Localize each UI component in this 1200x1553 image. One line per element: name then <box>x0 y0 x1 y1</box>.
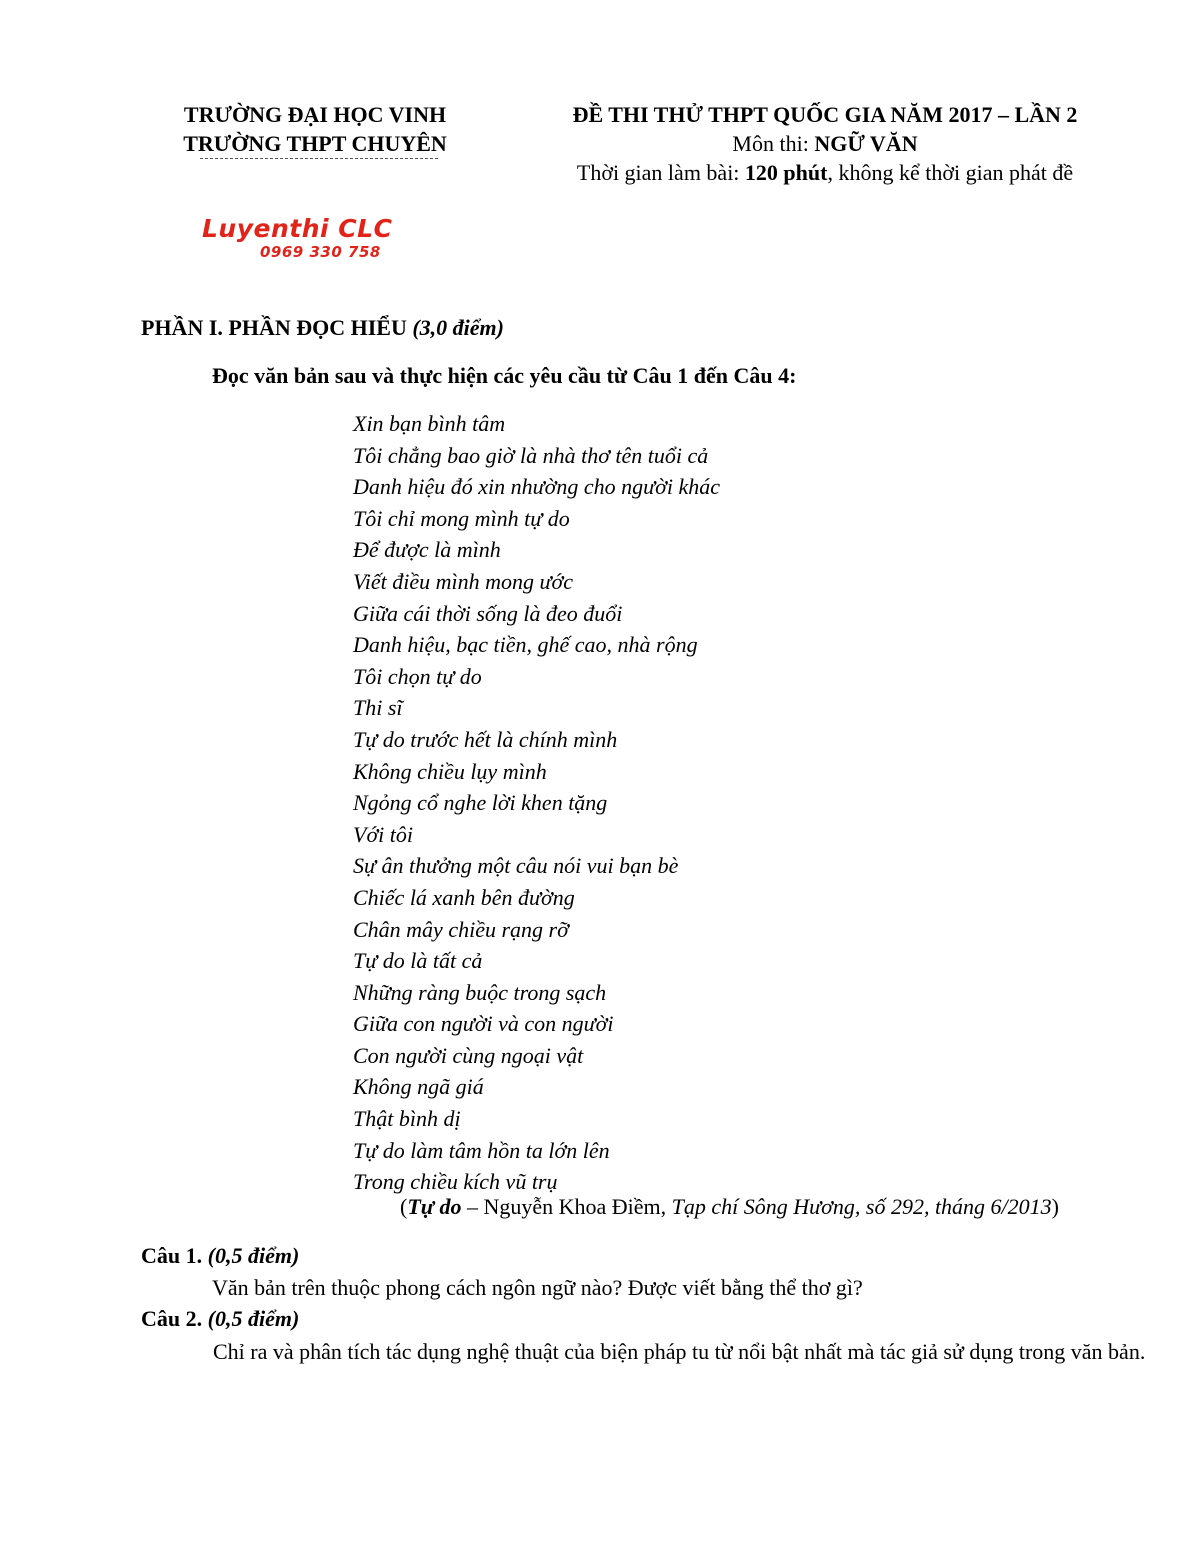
poem-line: Những ràng buộc trong sạch <box>353 979 607 1005</box>
poem-line: Để được là mình <box>353 537 501 563</box>
poem <box>353 408 720 1198</box>
poem-line: Danh hiệu đó xin nhường cho người khác <box>353 474 721 500</box>
poem-line: Tôi chẳng bao giờ là nhà thơ tên tuổi cả <box>353 442 709 468</box>
brand-logo-phone: 0969 330 758 <box>260 243 381 261</box>
poem-line: Tôi chọn tự do <box>353 663 482 689</box>
brand-logo-text: Luyenthi CLC <box>202 214 393 243</box>
brand-logo <box>202 214 424 260</box>
citation-close: ) <box>1051 1194 1059 1219</box>
question-1-heading <box>141 1241 299 1270</box>
question-1-body: Văn bản trên thuộc phong cách ngôn ngữ nào? Được viết bằng thể thơ gì? <box>212 1275 863 1300</box>
question-points: (0,5 điểm) <box>207 1243 300 1268</box>
exam-time <box>510 158 1140 187</box>
exam-time-note: , không kể thời gian phát đề <box>827 160 1074 185</box>
poem-line: Với tôi <box>353 821 414 847</box>
question-label: Câu 2. <box>141 1306 208 1331</box>
poem-line: Tự do là tất cả <box>353 948 483 974</box>
poem-line: Tự do làm tâm hồn ta lớn lên <box>353 1137 610 1163</box>
poem-line: Không ngã giá <box>353 1074 484 1100</box>
exam-header <box>510 100 1140 187</box>
question-2-body <box>141 1336 1165 1368</box>
exam-time-label: Thời gian làm bài: <box>576 160 745 185</box>
poem-line: Giữa cái thời sống là đeo đuổi <box>353 600 623 626</box>
poem-line: Không chiều lụy mình <box>353 758 547 784</box>
part1-title: PHẦN I. PHẦN ĐỌC HIỂU <box>141 315 413 340</box>
poem-line: Danh hiệu, bạc tiền, ghế cao, nhà rộng <box>353 632 698 658</box>
poem-line: Thi sĩ <box>353 695 403 721</box>
poem-line: Giữa con người và con người <box>353 1011 614 1037</box>
exam-title: ĐỀ THI THỬ THPT QUỐC GIA NĂM 2017 – LẦN 2 <box>572 102 1078 127</box>
school-name-highschool: TRƯỜNG THPT CHUYÊN <box>183 131 447 156</box>
school-divider <box>200 158 438 159</box>
citation-open: ( <box>400 1194 408 1219</box>
citation-author: – Nguyễn Khoa Điềm, <box>461 1194 672 1219</box>
exam-subject-label: Môn thi: <box>732 131 815 156</box>
school-name-university: TRƯỜNG ĐẠI HỌC VINH <box>183 102 447 127</box>
part1-instruction: Đọc văn bản sau và thực hiện các yêu cầu từ Câu 1 đến Câu 4: <box>212 363 797 388</box>
poem-line: Tôi chỉ mong mình tự do <box>353 505 570 531</box>
part1-heading <box>141 313 504 342</box>
poem-citation <box>400 1192 1059 1221</box>
question-points: (0,5 điểm) <box>207 1306 300 1331</box>
poem-line: Chân mây chiều rạng rỡ <box>353 916 569 942</box>
poem-line: Viết điều mình mong ước <box>353 568 574 594</box>
citation-source: Tạp chí Sông Hương, số 292, tháng 6/2013 <box>671 1194 1052 1219</box>
poem-line: Con người cùng ngoại vật <box>353 1042 584 1068</box>
exam-subject-value: NGỮ VĂN <box>814 131 918 156</box>
school-header <box>140 100 490 158</box>
exam-time-value: 120 phút <box>744 160 828 185</box>
poem-line: Xin bạn bình tâm <box>353 411 506 436</box>
poem-line: Trong chiều kích vũ trụ <box>353 1169 558 1195</box>
poem-line: Thật bình dị <box>353 1106 461 1132</box>
poem-line: Ngỏng cổ nghe lời khen tặng <box>353 790 608 816</box>
question-2-heading <box>141 1304 299 1333</box>
exam-subject <box>510 129 1140 158</box>
part1-points: (3,0 điểm) <box>412 315 504 340</box>
poem-line: Sự ân thưởng một câu nói vui bạn bè <box>353 853 679 879</box>
poem-line: Tự do trước hết là chính mình <box>353 726 618 752</box>
poem-line: Chiếc lá xanh bên đường <box>353 884 575 910</box>
citation-title: Tự do <box>407 1194 462 1219</box>
question-label: Câu 1. <box>141 1243 208 1268</box>
question-2-text: Chỉ ra và phân tích tác dụng nghệ thuật của biện pháp tu từ nổi bật nhất mà tác giả sử dụng trong văn bản. <box>213 1339 1146 1364</box>
